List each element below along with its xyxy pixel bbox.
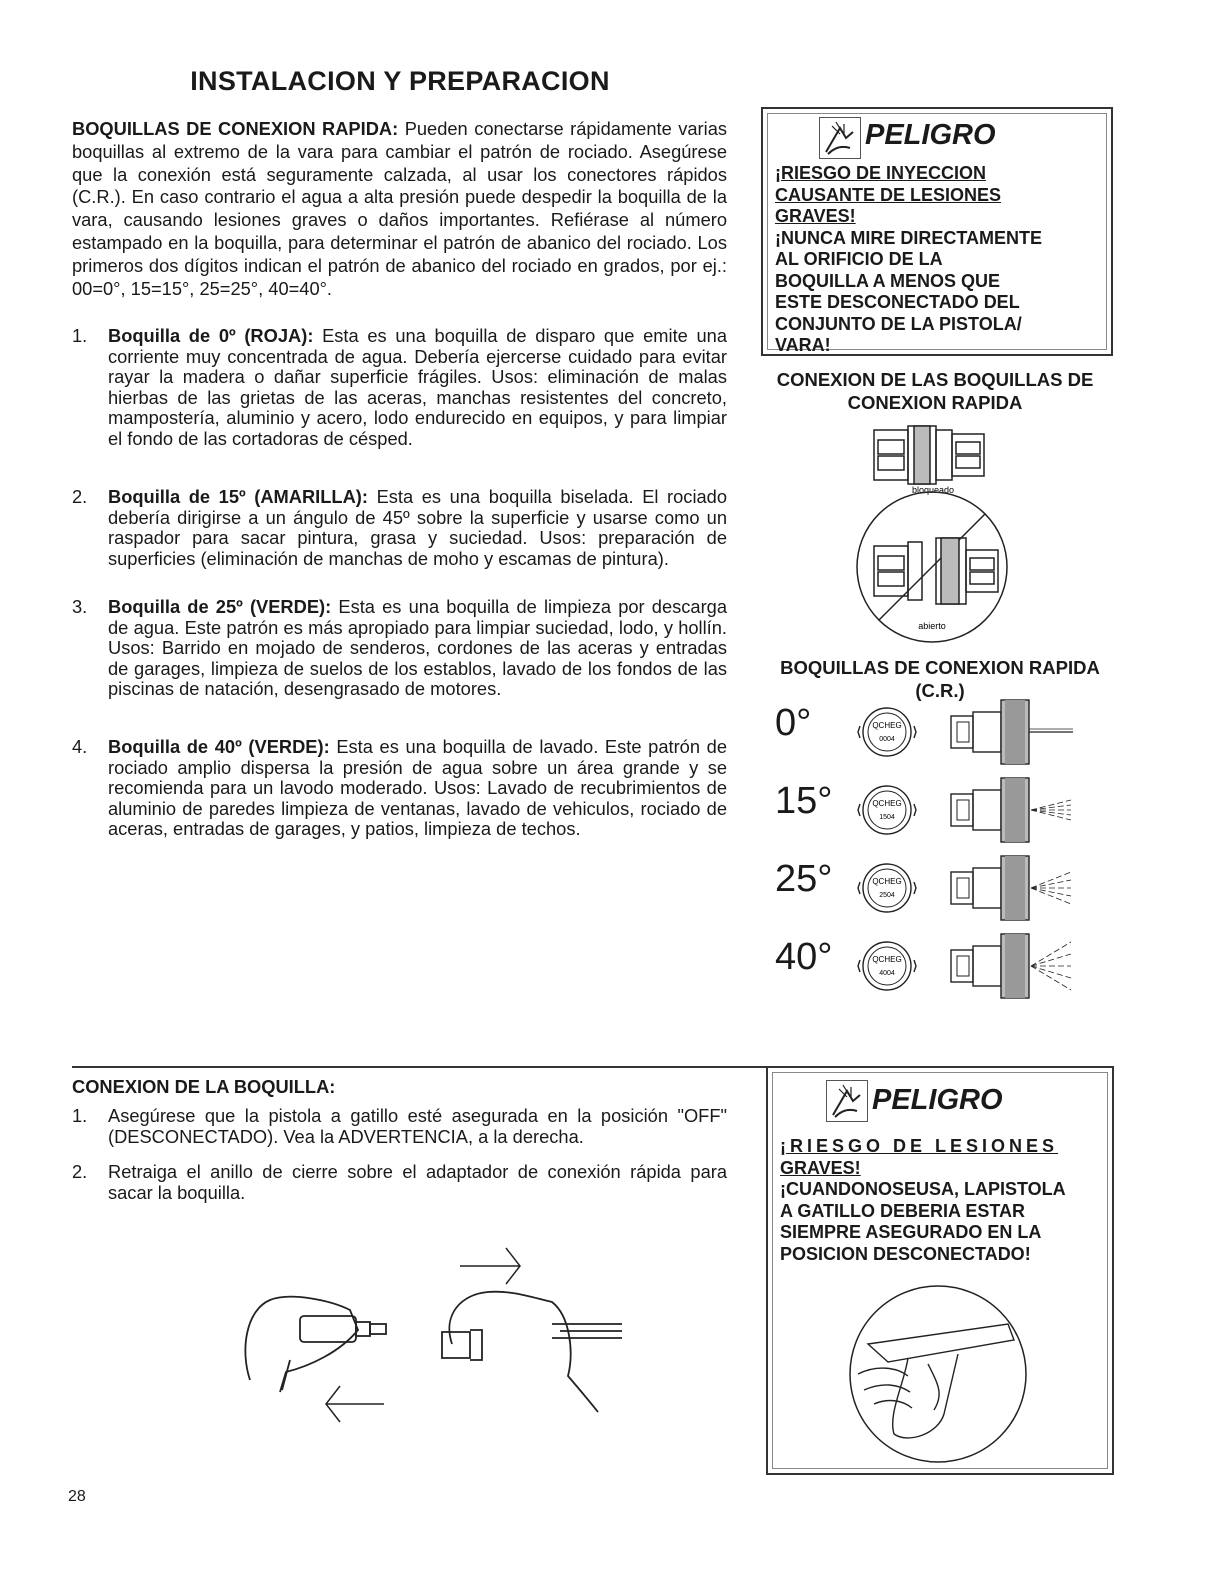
danger-box-injection <box>761 107 1113 356</box>
item-number: 4. <box>72 736 88 757</box>
list-item <box>72 737 727 840</box>
intro-text: Pueden conectarse rápidamente varias boquillas al extremo de la vara para cambiar el patrón de rociado. Asegúrese que la conexión está seguramente calzada, al usar los conectores rápidos (C.R.). En caso contrario el agua a alta presión puede despedir la boquilla de la vara, causando lesiones graves o daños importantes. Refiérase al número estampado en la boquilla, para determinar el patrón de abanico del rociado. Los primeros dos dígitos indican el patrón de abanico del rociado en grados, por ej.: 00=0°, 15=15°, 25=25°, 40=40°. <box>72 118 727 299</box>
nozzle-stamp-number: 1504 <box>879 814 895 821</box>
item-title: Boquilla de 40º (VERDE): <box>108 736 330 757</box>
nozzle-degree-label: 0° <box>775 702 812 744</box>
step-text: Retraiga el anillo de cierre sobre el adaptador de conexión rápida para sacar la boquilla. <box>108 1161 727 1203</box>
page-number: 28 <box>68 1488 86 1505</box>
nozzle-drawing <box>845 774 1075 850</box>
danger-instruction-line: SIEMPRE ASEGURADO EN LA <box>780 1222 1042 1242</box>
nozzle-removal-illustration <box>230 1240 630 1440</box>
nozzle-drawing <box>845 852 1075 928</box>
step-text: Asegúrese que la pistola a gatillo esté asegurada en la posición "OFF" (DESCONECTADO). Vea la ADVERTENCIA, a la derecha. <box>108 1105 727 1147</box>
item-title: Boquilla de 15º (AMARILLA): <box>108 486 368 507</box>
prohibition-slash <box>879 514 985 620</box>
nozzle-brand-stamp: QCHEG <box>872 721 902 730</box>
danger-instruction-line: CONJUNTO DE LA PISTOLA/ <box>775 313 1022 334</box>
step-number: 1. <box>72 1105 88 1126</box>
nozzle-stamp-number: 2504 <box>879 892 895 899</box>
list-item <box>72 487 727 569</box>
list-item <box>72 326 727 450</box>
danger-instruction-line: POSICION DESCONECTADO! <box>780 1243 1031 1264</box>
nozzle-drawing <box>845 930 1075 1006</box>
danger-instruction-line: ESTE DESCONECTADO DEL <box>775 292 1020 312</box>
list-item <box>72 1106 727 1147</box>
spray-pattern <box>1031 942 1071 990</box>
warning-injection-icon <box>819 117 861 159</box>
item-number: 2. <box>72 486 88 507</box>
nozzle-degree-label: 25° <box>775 858 833 900</box>
coupling-diagram <box>840 420 1020 650</box>
left-hand-drawing <box>245 1297 358 1392</box>
danger-warning-line: ¡RIESGO DE INYECCION <box>775 163 987 183</box>
list-item <box>72 1162 727 1203</box>
intro-paragraph <box>72 118 727 300</box>
warning-injection-icon <box>826 1080 868 1122</box>
danger-instruction-line: VARA! <box>775 335 831 355</box>
spray-pattern <box>1029 729 1073 732</box>
arrow-right-icon <box>460 1248 520 1284</box>
arrow-left-icon <box>326 1386 384 1422</box>
danger-instruction-line: ¡CUANDONOSEUSA, LAPISTOLA <box>780 1179 1066 1199</box>
intro-bold: BOQUILLAS DE CONEXION RAPIDA: <box>72 118 399 139</box>
nozzle-stamp-number: 0004 <box>879 736 895 743</box>
nozzle-degree-label: 15° <box>775 780 833 822</box>
danger-box-trigger <box>766 1066 1114 1475</box>
spray-pattern <box>1031 872 1071 904</box>
nozzle-brand-stamp: QCHEG <box>872 955 902 964</box>
right-hand-drawing <box>449 1292 598 1412</box>
item-title: Boquilla de 25º (VERDE): <box>108 596 332 617</box>
danger-instruction-line: BOQUILLA A MENOS QUE <box>775 270 1000 291</box>
danger-instruction-line: A GATILLO DEBERIA ESTAR <box>780 1200 1025 1221</box>
nozzle-brand-stamp: QCHEG <box>872 877 902 886</box>
danger-instruction-line: AL ORIFICIO DE LA <box>775 249 943 269</box>
danger-heading: PELIGRO <box>872 1084 1003 1116</box>
section-heading: CONEXION DE LA BOQUILLA: <box>72 1076 336 1097</box>
item-title: Boquilla de 0º (ROJA): <box>108 325 314 346</box>
danger-warning-line: ¡RIESGO DE LESIONES <box>780 1136 1059 1156</box>
coupling-locked-drawing <box>874 426 984 484</box>
item-number: 3. <box>72 596 88 617</box>
label-open: abierto <box>918 621 946 631</box>
item-text: Esta es una boquilla de disparo que emite una corriente muy concentrada de agua. Debería ejercerse cuidado para evitar rayar la madera o dañar superficie frágiles. Usos: eliminación de malas hierbas de las grietas de las aceras, manchas resistentes del concreto, mampostería, aluminio y acero, lodo endurecido en equipos, y para limpiar el fondo de las cortadoras de césped. <box>108 325 728 449</box>
danger-heading: PELIGRO <box>865 119 996 151</box>
danger-warning-line: GRAVES! <box>780 1157 861 1178</box>
danger-instruction-line: ¡NUNCA MIRE DIRECTAMENTE <box>775 227 1042 248</box>
trigger-gun-illustration <box>848 1284 1028 1464</box>
label-locked: bloqueado <box>911 485 955 495</box>
spray-pattern <box>1031 800 1071 820</box>
danger-warning-line: CAUSANTE DE LESIONES <box>775 184 1002 205</box>
item-text: Esta es una boquilla de limpieza por descarga de agua. Este patrón es más apropiado para limpiar suciedad, lodo, y hollín. Usos: Barrido en mojado de senderos, cordones de las aceras y entradas de garages, limpieza de suelos de los establos, lavado de los fondos de las piscinas de natación, desengrasado de motores. <box>108 596 727 700</box>
page-title: INSTALACION Y PREPARACION <box>190 66 610 96</box>
danger-warning-line: GRAVES! <box>775 206 856 226</box>
nozzle-degree-label: 40° <box>775 936 833 978</box>
coupling-open-drawing <box>874 538 998 604</box>
item-text: Esta es una boquilla biselada. El rociado debería dirigirse a un ángulo de 45º sobre la superficie y usarse como un raspador para sacar pintura, grasa y suciedad. Usos: preparación de superficies (eliminación de manchas de moho y escamas de pintura). <box>108 486 728 569</box>
list-item <box>72 597 727 700</box>
nozzle-drawing <box>845 696 1075 772</box>
nozzle-stamp-number: 4004 <box>879 970 895 977</box>
item-text: Esta es una boquilla de lavado. Este patrón de rociado amplio dispersa la presión de agua sobre un área grande y se recomienda para un lavodo moderado. Usos: Lavado de recubrimientos de aluminio de paredes limpieza de ventanas, lavado de vehiculos, rociado de aceras, entradas de garages, y patios, limpieza de techos. <box>108 736 727 840</box>
item-number: 1. <box>72 325 88 346</box>
nozzle-brand-stamp: QCHEG <box>872 799 902 808</box>
nozzles-heading: BOQUILLAS DE CONEXION RAPIDA (C.R.) <box>780 657 1100 701</box>
connection-heading: CONEXION DE LAS BOQUILLAS DE CONEXION RAPIDA <box>776 369 1094 413</box>
step-number: 2. <box>72 1161 88 1182</box>
